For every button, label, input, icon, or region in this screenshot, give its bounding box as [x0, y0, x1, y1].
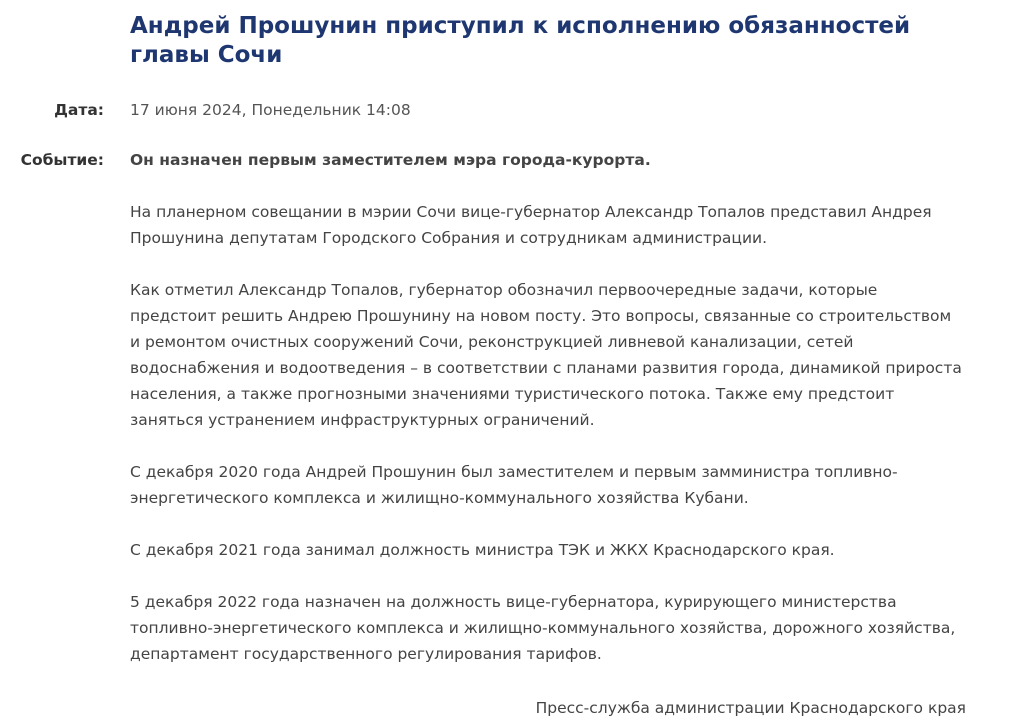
article-lead: Он назначен первым заместителем мэра города-курорта. — [130, 151, 651, 169]
article-source: Пресс-служба администрации Краснодарского края — [535, 699, 966, 717]
article-body — [130, 147, 966, 667]
article-paragraph-2: Как отметил Александр Топалов, губернатор обозначил первоочередные задачи, которые предстоит решить Андрею Прошунину на новом посту. Это вопросы, связанные со строительством и ремонтом очистных сооружений Сочи, реконструкцией ливневой канализации, сетей водоснабжения и водоотведения – в соответствии с планами развития города, динамикой прироста населения, а также прогнозными значениями туристического потока. Также ему предстоит заняться устранением инфраструктурных ограничений. — [130, 281, 962, 429]
article-paragraph-4: С декабря 2021 года занимал должность министра ТЭК и ЖКХ Краснодарского края. — [130, 541, 835, 559]
article-title: Андрей Прошунин приступил к исполнению обязанностей главы Сочи — [130, 13, 911, 68]
article-paragraph-1: На планерном совещании в мэрии Сочи вице-губернатор Александр Топалов представил Андрея Прошунина депутатам Городского Собрания и сотрудникам администрации. — [130, 203, 932, 247]
article-paragraph-3: С декабря 2020 года Андрей Прошунин был заместителем и первым замминистра топливно-энергетического комплекса и жилищно-коммунального хозяйства Кубани. — [130, 463, 898, 507]
date-label: Дата: — [54, 101, 104, 119]
date-value: 17 июня 2024, Понедельник 14:08 — [130, 101, 411, 119]
event-label: Событие: — [20, 151, 104, 169]
article-paragraph-5: 5 декабря 2022 года назначен на должность вице-губернатора, курирующего министерства топливно-энергетического комплекса и жилищно-коммунального хозяйства, дорожного хозяйства, департамент государственного регулирования тарифов. — [130, 593, 956, 663]
